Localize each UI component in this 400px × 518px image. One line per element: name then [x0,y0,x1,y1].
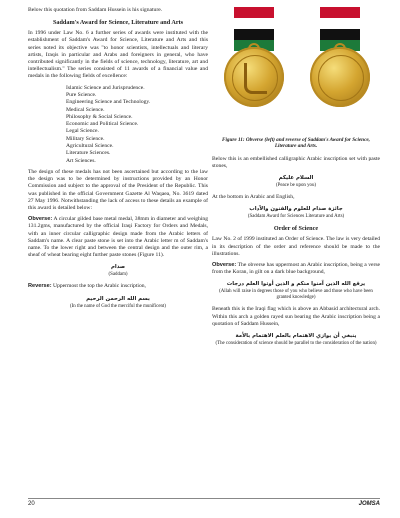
list-item: Military Science. [66,135,105,142]
list-item: Engineering Science and Technology. [66,99,151,106]
bottom-paragraph: At the bottom in Arabic and English, [212,194,295,201]
arabic-bismillah: بسم الله الرحمن الرحيم [86,295,150,302]
intro-paragraph: Below this quotation from Saddam Hussein is his signature. [28,7,163,13]
page-number: 20 [28,501,35,507]
arabic-bismillah-translation: (In the name of God the merciful the munificent) [70,303,166,309]
inscription-paragraph: Below this is an embellished calligraphic Arabic inscription set with paste stones, [212,155,380,170]
section-title-order-of-science: Order of Science [273,225,319,233]
order-obverse-text: The obverse has uppermost an Arabic inscription, being a verse from the Koran, in gilt on a dark blue background, [212,262,380,276]
journal-name: JOMSA [358,501,380,507]
list-item: Legal Science. [66,128,99,135]
reverse-label: Reverse: [28,283,52,290]
list-item: Pure Science. [66,91,97,98]
arabic-award-translation: (Saddam Award for Sciences Literature and Arts) [247,214,345,220]
left-column [28,7,208,315]
figure-caption: Figure 11: Obverse (left) and reverse of Saddam's Award for Science, Literature and Arts. [222,137,370,150]
obverse-paragraph [28,216,208,259]
flag-paragraph: Beneath this is the Iraqi flag which is above an Abbasid architectural arch. Within this arch a golden rayed sun bearing the Arabic inscription being a quotation of Saddam Hussein, [212,306,380,327]
right-column [212,7,380,352]
fields-list [66,85,208,165]
list-item: Philosophy & Social Science. [66,113,133,120]
obverse-label: Obverse: [28,216,53,223]
page-footer [28,498,380,509]
award-paragraph: In 1996 under Law No. 6 a further series of awards were instituted with the establishment of Saddam's Award for Science, Literature and Arts and this series noted its objective was "to honor scientists, intellectuals and literary artists, Iraqis in particular and Arabs and foreigners in general, who have contributed significantly in the fields of science, technology, literature, art and intellectualism." The series consisted of 11 awards of a financial value and medals in the following fields of excellence: [28,30,208,80]
arabic-saddam: صدام [110,264,126,271]
list-item: Medical Science. [66,106,105,113]
arabic-award: جائزة صدام للعلوم والفنون والآداب [249,206,343,213]
order-obverse-label: Obverse: [212,262,237,269]
list-item: Economic and Political Science. [66,121,139,128]
arabic-quote: ينبغي أن يوازي الاهتمام بالعلم الاهتمام بالأمة [235,333,357,340]
medal-photo [212,7,380,131]
arabic-verse: يرفع الله الذين آمنوا منكم و الذين أوتوا العلم درجات [226,281,366,288]
list-item: Islamic Science and Jurisprudence. [66,84,145,91]
design-paragraph: The design of these medals has not been ascertained but according to the law the design was to be determined by instructions provided by an Honor Commission and subject to the approval of the President of the Republic. This was published in the official Government Gazette Al Waqaea, No. 3619 dated 27 May 1996. Notwithstanding the lack of access to these details an example of this award is detailed below: [28,168,208,211]
arabic-salam: السلام عليكم [278,175,314,182]
order-paragraph: Law No. 2 of 1999 instituted an Order of Science. The law is very detailed in its description of the order and reference should be made to the illustrations. [212,236,380,257]
arabic-quote-translation: (The consideration of science should be parallel to the consideration of the nation) [215,341,377,347]
medal-reverse [310,47,370,107]
arabic-saddam-translation: (Saddam) [108,272,128,278]
arabic-verse-translation: (Allah will raise in degrees those of you who believe and those who have been granted knowledge) [219,289,373,301]
medal-obverse [224,47,284,107]
order-obverse-paragraph [212,262,380,276]
list-item: Art Sciences. [66,157,96,164]
list-item: Agricultural Science. [66,143,114,149]
reverse-text: Uppermost the top the Arabic inscription, [51,283,146,290]
list-item: Literature Sciences. [66,150,111,157]
section-title-saddam-award: Saddam's Award for Science, Literature and Arts [52,19,184,27]
reverse-paragraph [28,283,208,290]
arabic-salam-translation: (Peace be upon you) [275,183,317,189]
obverse-text: A circular gilded base metal medal, 38mm in diameter and weighing 131.2gms, manufactured by the official Iraqi Factory for Orders and Medals, with an inner circular calligraphic design made from the Arabic letters of Saddam's name. A clear paste stone is set into the Arabic letter m of Saddam's name. To the lower right and between the central design and the outer rim, a sheaf of wheat bearing eight further paste stones (Figure 11). [28,216,208,259]
